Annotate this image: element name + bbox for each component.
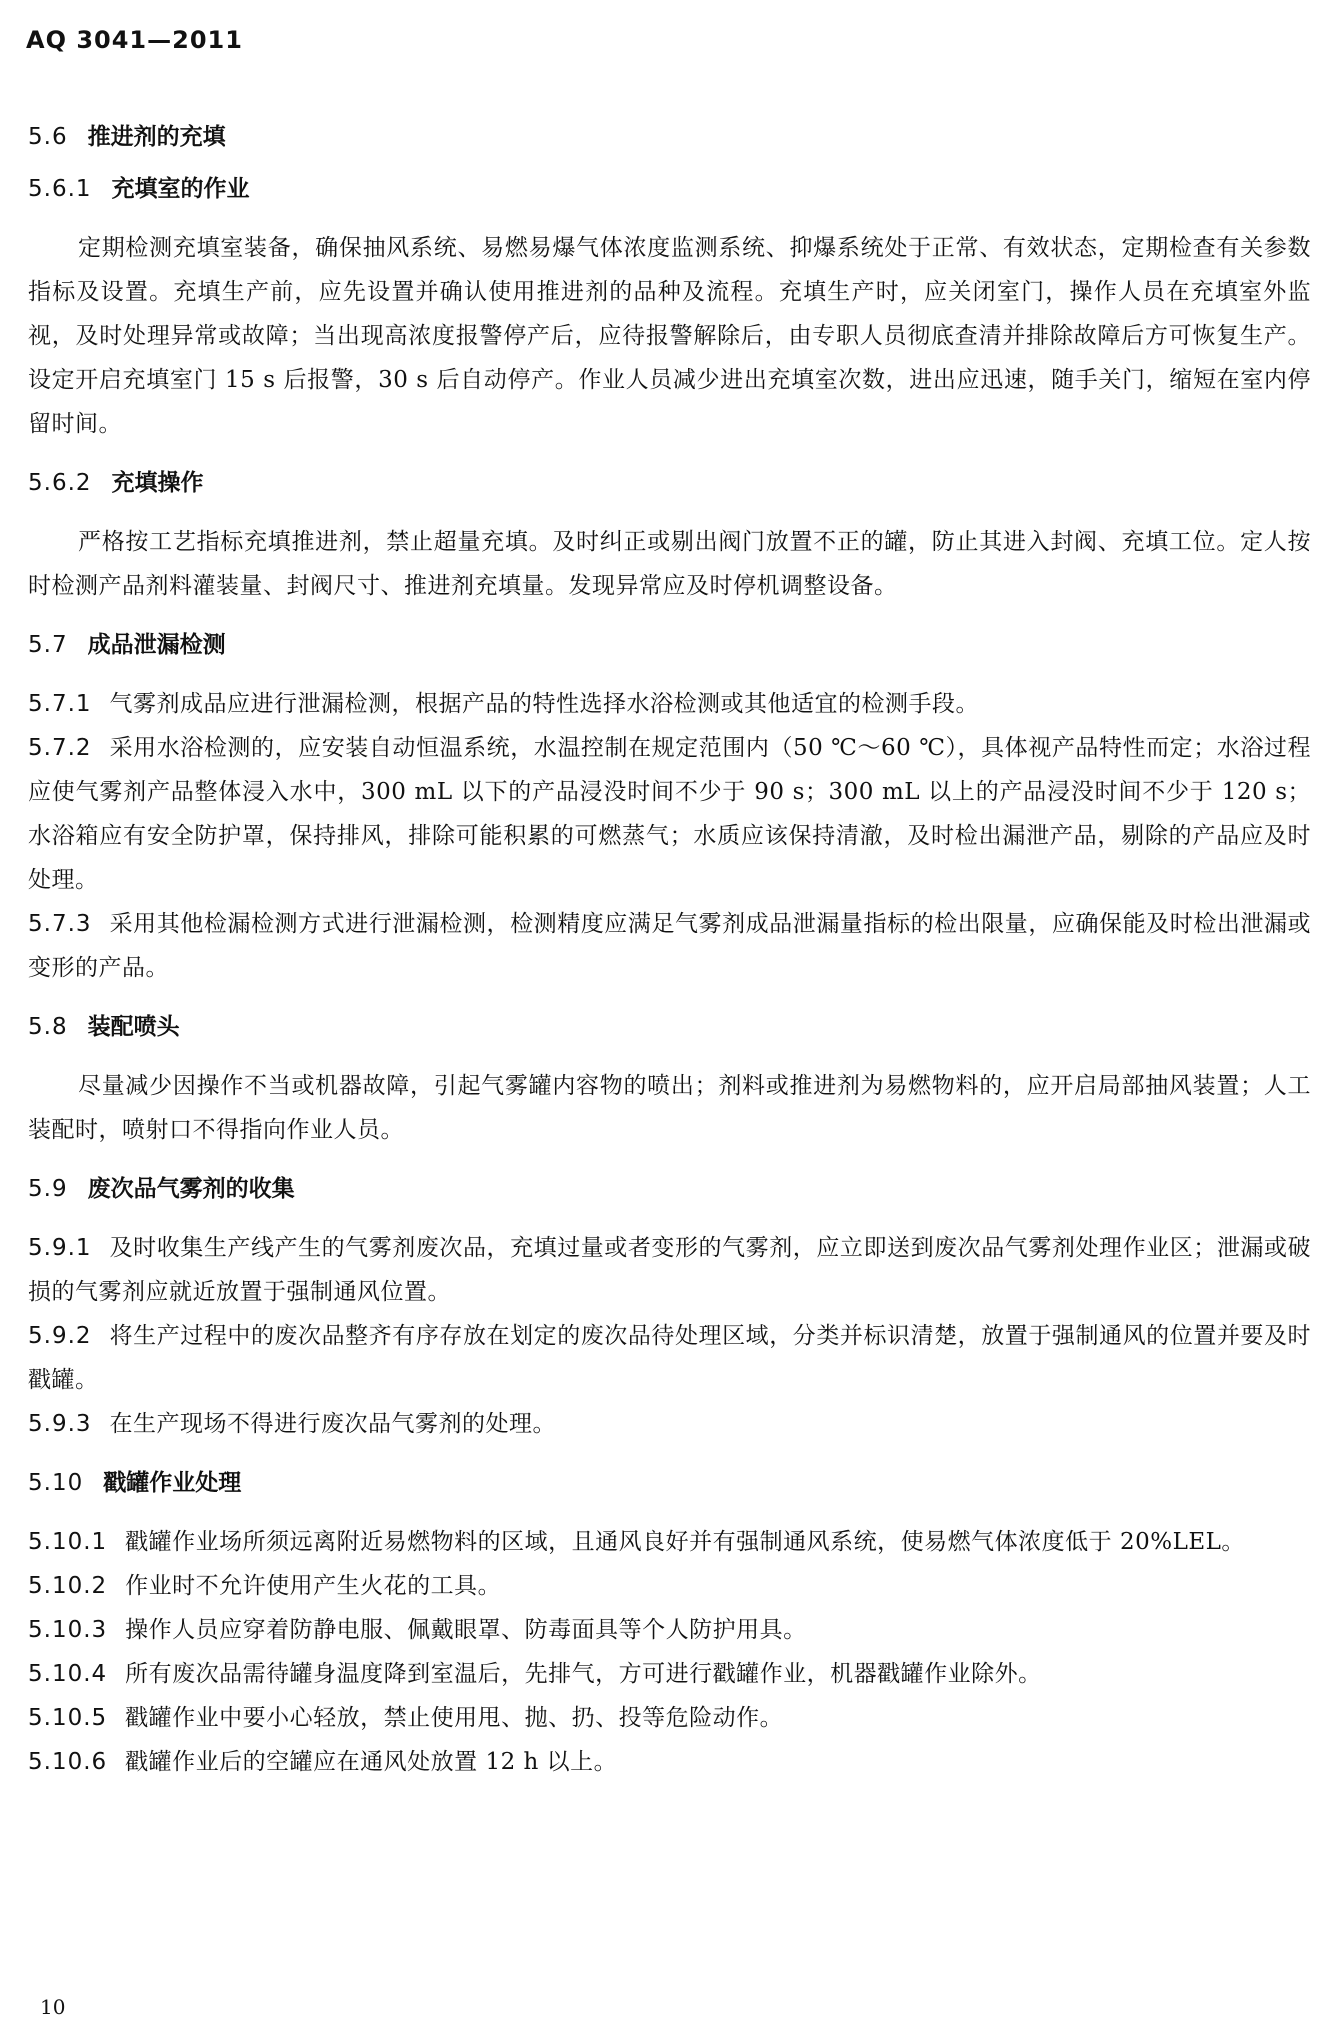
clause-text: 操作人员应穿着防静电服、佩戴眼罩、防毒面具等个人防护用具。 xyxy=(125,1617,807,1643)
clause-text: 将生产过程中的废次品整齐有序存放在划定的废次品待处理区域，分类并标识清楚，放置于强制通风的位置并要及时戳罐。 xyxy=(28,1323,1311,1393)
clause-text: 作业时不允许使用产生火花的工具。 xyxy=(125,1573,502,1599)
clause-number: 5.7.1 xyxy=(28,691,92,717)
paragraph-5-8: 尽量减少因操作不当或机器故障，引起气雾罐内容物的喷出；剂料或推进剂为易燃物料的，应开启局部抽风装置；人工装配时，喷射口不得指向作业人员。 xyxy=(28,1073,1311,1143)
section-heading-5-7 xyxy=(28,630,1311,660)
clause-5-9-3 xyxy=(28,1402,1311,1446)
clause-number: 5.10.6 xyxy=(28,1749,108,1775)
standard-code: AQ 3041—2011 xyxy=(26,26,243,54)
section-number: 5.6 xyxy=(28,124,68,150)
clause-number: 5.10.3 xyxy=(28,1617,108,1643)
clause-number: 5.7.3 xyxy=(28,911,92,937)
page-number: 10 xyxy=(40,1995,66,2019)
section-title: 充填室的作业 xyxy=(111,176,250,202)
paragraph-5-6-1: 定期检测充填室装备，确保抽风系统、易燃易爆气体浓度监测系统、抑爆系统处于正常、有效状态，定期检查有关参数指标及设置。充填生产前，应先设置并确认使用推进剂的品种及流程。充填生产时，应关闭室门，操作人员在充填室外监视，及时处理异常或故障；当出现高浓度报警停产后，应待报警解除后，由专职人员彻底查清并排除故障后方可恢复生产。设定开启充填室门 15 s 后报警，30 s 后自动停产。作业人员减少进出充填室次数，进出应迅速，随手关门，缩短在室内停留时间。 xyxy=(28,235,1311,437)
clause-number: 5.10.5 xyxy=(28,1705,108,1731)
clause-text: 戳罐作业中要小心轻放，禁止使用甩、抛、扔、投等危险动作。 xyxy=(125,1705,784,1731)
section-heading-5-10 xyxy=(28,1468,1311,1498)
clause-5-9-2 xyxy=(28,1314,1311,1402)
section-heading-5-8 xyxy=(28,1012,1311,1042)
section-number: 5.7 xyxy=(28,632,68,658)
clause-number: 5.9.3 xyxy=(28,1411,92,1437)
section-title: 废次品气雾剂的收集 xyxy=(87,1176,295,1202)
clause-text: 戳罐作业后的空罐应在通风处放置 12 h 以上。 xyxy=(125,1749,618,1775)
clause-5-7-3 xyxy=(28,902,1311,990)
clause-number: 5.7.2 xyxy=(28,735,92,761)
section-title: 装配喷头 xyxy=(87,1014,180,1040)
section-number: 5.6.2 xyxy=(28,470,92,496)
section-title: 推进剂的充填 xyxy=(87,124,226,150)
clause-5-7-1 xyxy=(28,682,1311,726)
clause-number: 5.10.1 xyxy=(28,1529,108,1555)
clause-text: 采用其他检漏检测方式进行泄漏检测，检测精度应满足气雾剂成品泄漏量指标的检出限量，应确保能及时检出泄漏或变形的产品。 xyxy=(28,911,1311,981)
clause-number: 5.10.2 xyxy=(28,1573,108,1599)
clause-text: 气雾剂成品应进行泄漏检测，根据产品的特性选择水浴检测或其他适宜的检测手段。 xyxy=(109,691,980,717)
clause-5-10-5 xyxy=(28,1696,1311,1740)
section-title: 戳罐作业处理 xyxy=(103,1470,242,1496)
clause-group-5-7 xyxy=(28,682,1311,990)
section-heading-5-6-1 xyxy=(28,174,1311,204)
clause-text: 及时收集生产线产生的气雾剂废次品，充填过量或者变形的气雾剂，应立即送到废次品气雾剂处理作业区；泄漏或破损的气雾剂应就近放置于强制通风位置。 xyxy=(28,1235,1311,1305)
clause-group-5-10 xyxy=(28,1520,1311,1784)
section-heading-5-6-2 xyxy=(28,468,1311,498)
clause-group-5-9 xyxy=(28,1226,1311,1446)
clause-text: 所有废次品需待罐身温度降到室温后，先排气，方可进行戳罐作业，机器戳罐作业除外。 xyxy=(125,1661,1042,1687)
clause-number: 5.9.2 xyxy=(28,1323,92,1349)
section-number: 5.10 xyxy=(28,1470,84,1496)
clause-5-10-6 xyxy=(28,1740,1311,1784)
clause-5-7-2 xyxy=(28,726,1311,902)
section-heading-5-9 xyxy=(28,1174,1311,1204)
section-number: 5.6.1 xyxy=(28,176,92,202)
section-title: 充填操作 xyxy=(111,470,204,496)
section-title: 成品泄漏检测 xyxy=(87,632,226,658)
section-number: 5.9 xyxy=(28,1176,68,1202)
document-body xyxy=(28,122,1311,1806)
clause-text: 在生产现场不得进行废次品气雾剂的处理。 xyxy=(109,1411,557,1437)
clause-5-10-3 xyxy=(28,1608,1311,1652)
clause-number: 5.9.1 xyxy=(28,1235,92,1261)
section-heading-5-6 xyxy=(28,122,1311,152)
clause-text: 采用水浴检测的，应安装自动恒温系统，水温控制在规定范围内（50 ℃～60 ℃），具体视产品特性而定；水浴过程应使气雾剂产品整体浸入水中，300 mL 以下的产品浸没时间不少于 90 s；300 mL 以上的产品浸没时间不少于 120 s；水浴箱应有安全防护罩，保持排风，排除可能积累的可燃蒸气；水质应该保持清澈，及时检出漏泄产品，剔除的产品应及时处理。 xyxy=(28,735,1311,893)
clause-5-9-1 xyxy=(28,1226,1311,1314)
clause-text: 戳罐作业场所须远离附近易燃物料的区域，且通风良好并有强制通风系统，使易燃气体浓度低于 20%LEL。 xyxy=(125,1529,1245,1555)
clause-5-10-1 xyxy=(28,1520,1311,1564)
section-number: 5.8 xyxy=(28,1014,68,1040)
clause-5-10-4 xyxy=(28,1652,1311,1696)
clause-number: 5.10.4 xyxy=(28,1661,108,1687)
paragraph-5-6-2: 严格按工艺指标充填推进剂，禁止超量充填。及时纠正或剔出阀门放置不正的罐，防止其进入封阀、充填工位。定人按时检测产品剂料灌装量、封阀尺寸、推进剂充填量。发现异常应及时停机调整设备。 xyxy=(28,529,1311,599)
clause-5-10-2 xyxy=(28,1564,1311,1608)
